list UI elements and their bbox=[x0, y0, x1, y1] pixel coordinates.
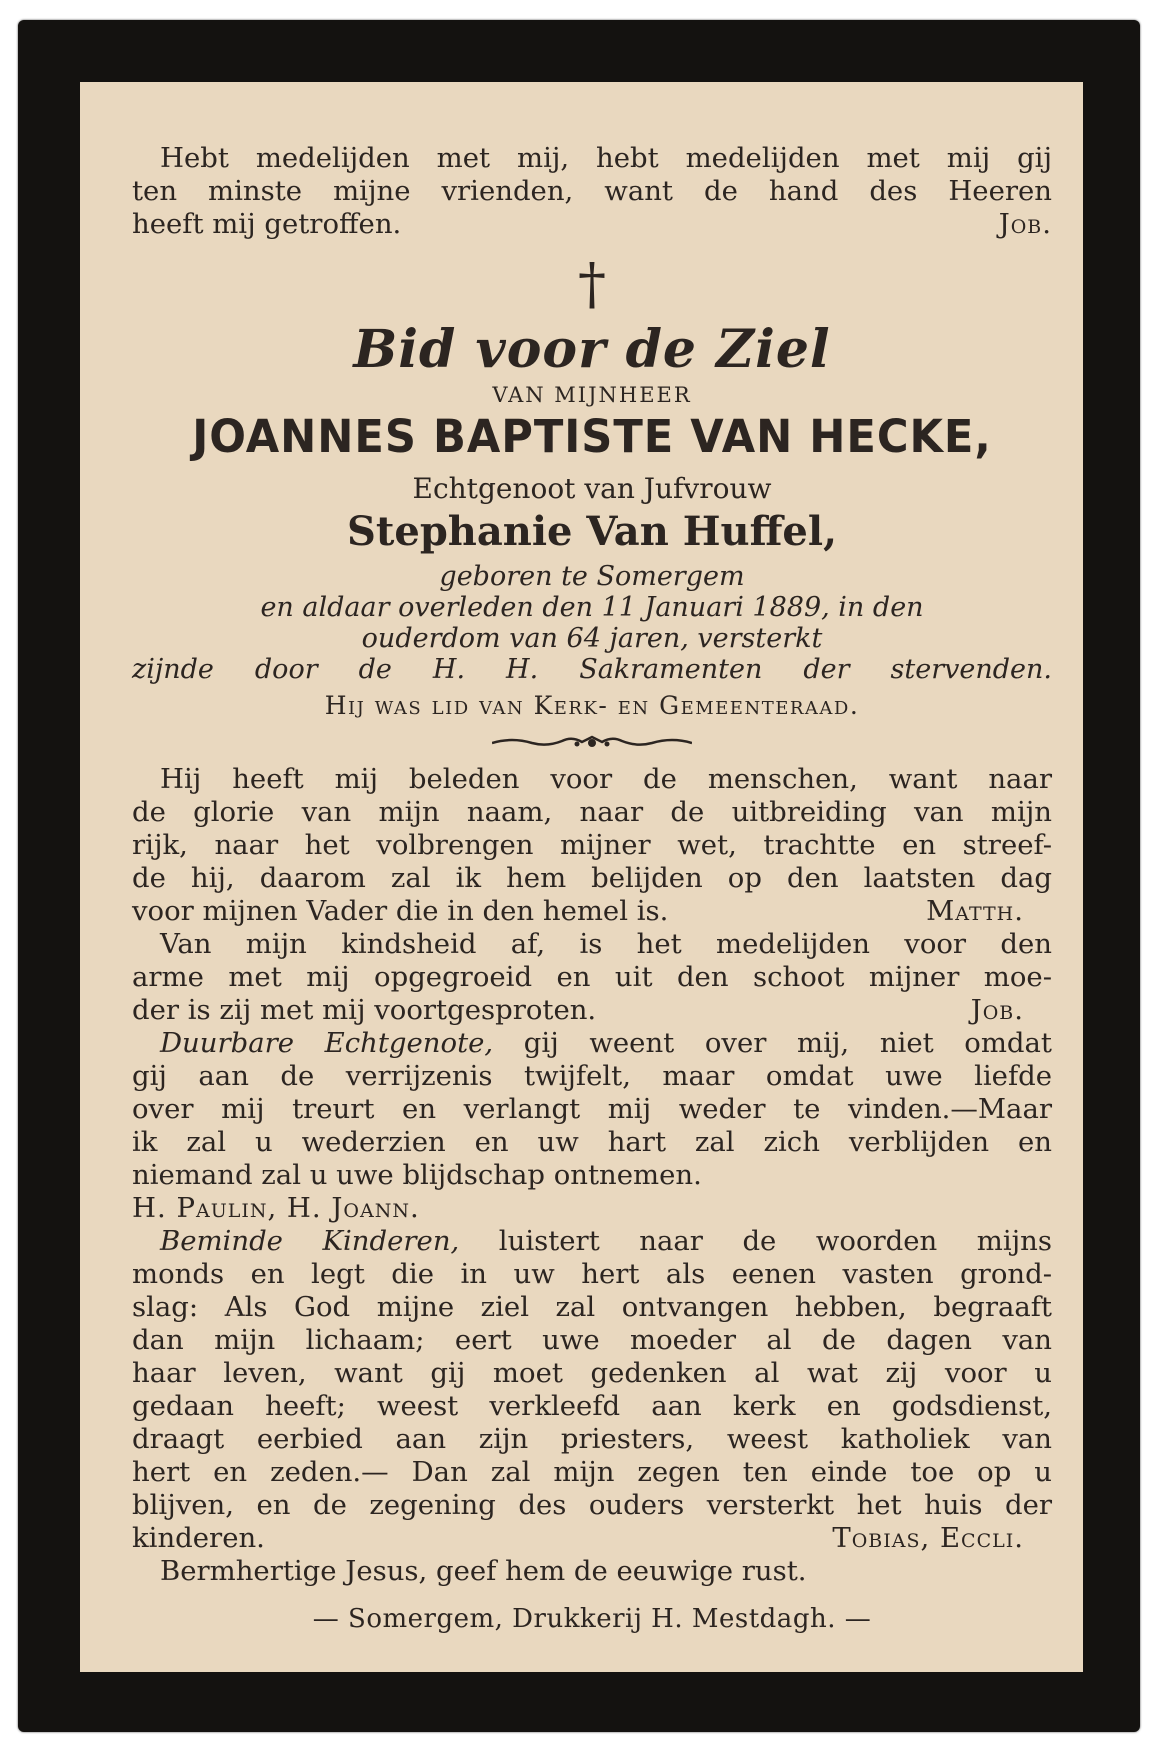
para-line: rijk, naar het volbrengen mijner wet, trachtte en streef- bbox=[132, 829, 1052, 861]
opening-quote bbox=[132, 142, 1052, 241]
para-line: dan mijn lichaam; eert uwe moeder al de dagen van bbox=[132, 1324, 1052, 1356]
para-line-last bbox=[132, 994, 1052, 1027]
para-line: blijven, en de zegening des ouders versterkt het huis der bbox=[132, 1489, 1052, 1521]
para-line-last bbox=[132, 1522, 1052, 1555]
para-line: slag: Als God mijne ziel zal ontvangen hebben, begraaft bbox=[132, 1291, 1052, 1323]
para-source: H. Paulin, H. Joann. bbox=[132, 1192, 420, 1224]
para-line: over mij treurt en verlangt mij weder te vinden.—Maar bbox=[132, 1093, 1052, 1125]
card-content bbox=[132, 142, 1052, 1636]
heading: Bid voor de Ziel bbox=[353, 319, 831, 380]
para-source: Job. bbox=[970, 994, 1024, 1026]
para-line: gedaan heeft; weest verkleefd aan kerk en godsdienst, bbox=[132, 1390, 1052, 1422]
paragraph-spouse bbox=[132, 1027, 1052, 1225]
cross-icon: † bbox=[578, 252, 606, 317]
biography bbox=[132, 561, 1052, 685]
para-line: gij aan de verrijzenis twijfelt, maar omdat uwe liefde bbox=[132, 1060, 1052, 1092]
paragraph-matth bbox=[132, 763, 1052, 928]
para-line: arme met mij opgegroeid en uit den schoot mijner moe- bbox=[132, 961, 1052, 993]
para-lead: Beminde Kinderen, bbox=[160, 1225, 460, 1257]
quote-line: Hebt medelijden met mij, hebt medelijden met mij gij bbox=[160, 142, 1052, 174]
mourning-card bbox=[18, 20, 1140, 1732]
para-text: voor mijnen Vader die in den hemel is. bbox=[132, 895, 669, 927]
para-text: gij weent over mij, niet omdat bbox=[493, 1027, 1052, 1059]
para-source: Tobias, Eccli. bbox=[832, 1522, 1024, 1554]
spouse-prefix: Echtgenoot van Jufvrouw bbox=[412, 472, 772, 505]
quote-line: ten minste mijne vrienden, want de hand des Heeren bbox=[132, 175, 1052, 207]
quote-line-last bbox=[132, 208, 1052, 241]
bio-line: zijnde door de H. H. Sakramenten der stervenden. bbox=[132, 654, 1052, 685]
para-line bbox=[132, 1027, 1052, 1060]
para-line: niemand zal u uwe blijdschap ontnemen. bbox=[132, 1159, 702, 1191]
para-line: monds en legt die in uw hert als eenen vasten grond- bbox=[132, 1258, 1052, 1290]
paragraph-children bbox=[132, 1225, 1052, 1555]
para-line: haar leven, want gij moet gedenken al wat zij voor u bbox=[132, 1357, 1052, 1389]
deceased-name: JOANNES BAPTISTE VAN HECKE, bbox=[192, 410, 992, 463]
quote-source: Job. bbox=[998, 208, 1052, 240]
para-text: luistert naar de woorden mijns bbox=[459, 1225, 1052, 1257]
para-line: Hij heeft mij beleden voor de menschen, want naar bbox=[160, 763, 1052, 795]
para-text: kinderen. bbox=[132, 1522, 265, 1554]
para-line: ik zal u wederzien en uw hart zal zich verblijden en bbox=[132, 1126, 1052, 1158]
card-paper bbox=[80, 82, 1083, 1672]
para-line-last bbox=[132, 895, 1052, 928]
para-line: de hij, daarom zal ik hem belijden op den laatsten dag bbox=[132, 862, 1052, 894]
para-line bbox=[132, 1225, 1052, 1258]
bio-line: ouderdom van 64 jaren, versterkt bbox=[361, 623, 823, 654]
para-line: de glorie van mijn naam, naar de uitbreiding van mijn bbox=[132, 796, 1052, 828]
paragraph-job bbox=[132, 928, 1052, 1027]
para-line: Van mijn kindsheid af, is het medelijden voor den bbox=[160, 928, 1052, 960]
spouse-name: Stephanie Van Huffel, bbox=[347, 508, 837, 555]
para-text: der is zij met mij voortgesproten. bbox=[132, 994, 597, 1026]
para-line: hert en zeden.— Dan zal mijn zegen ten einde toe op u bbox=[132, 1456, 1052, 1488]
bio-line: geboren te Somergem bbox=[439, 561, 745, 592]
membership-line: Hij was lid van Kerk- en Gemeenteraad. bbox=[324, 691, 860, 720]
bio-line: en aldaar overleden den 11 Januari 1889, in den bbox=[260, 592, 924, 623]
ornament-divider-icon bbox=[132, 733, 1052, 755]
para-source: Matth. bbox=[926, 895, 1024, 927]
printer-credit: — Somergem, Drukkerij H. Mestdagh. — bbox=[312, 1604, 872, 1634]
para-lead: Duurbare Echtgenote, bbox=[160, 1027, 494, 1059]
para-line: draagt eerbied aan zijn priesters, weest katholiek van bbox=[132, 1423, 1052, 1455]
closing-prayer: Bermhertige Jesus, geef hem de eeuwige rust. bbox=[160, 1555, 807, 1587]
title-prefix: VAN MIJNHEER bbox=[492, 383, 692, 407]
quote-text: heeft mij getroffen. bbox=[132, 208, 402, 240]
